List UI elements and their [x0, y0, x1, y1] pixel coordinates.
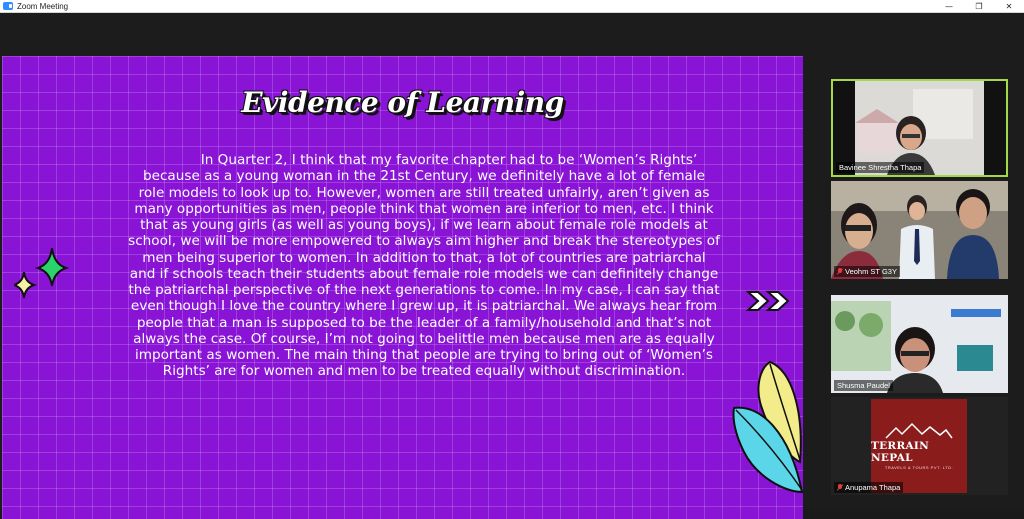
mic-muted-icon — [837, 268, 843, 275]
participant-name: Veohm ST G3Y — [845, 267, 897, 276]
chevron-right-icon — [748, 292, 768, 310]
participant-tile[interactable] — [831, 397, 1008, 495]
mountain-logo-icon — [884, 422, 954, 440]
participant-name-label — [834, 482, 903, 493]
chevron-right-icon — [768, 292, 788, 310]
window-titlebar — [0, 0, 1024, 13]
logo-subtext: TRAVELS & TOURS PVT. LTD. — [884, 465, 954, 470]
chevrons-decoration — [746, 288, 794, 314]
meeting-stage — [0, 13, 1024, 509]
window-title: Zoom Meeting — [17, 1, 69, 11]
profile-logo — [871, 399, 967, 493]
video-feed — [831, 295, 1008, 393]
sparkle-decoration — [14, 248, 72, 308]
window-controls — [934, 0, 1024, 13]
minimize-button[interactable]: — — [945, 2, 953, 11]
green-sparkle-icon — [38, 248, 66, 286]
logo-text: TERRAIN NEPAL — [871, 440, 930, 464]
mic-muted-icon — [837, 484, 843, 491]
restore-button[interactable]: ❐ — [975, 2, 983, 11]
video-feed — [831, 181, 1008, 279]
participant-name: Shusma Paudel — [837, 381, 890, 390]
video-feed — [833, 81, 1006, 175]
participant-name-label — [834, 266, 900, 277]
zoom-app-icon — [3, 2, 13, 10]
participant-name: Anupama Thapa — [845, 483, 901, 492]
participant-name: Bavinee Shrestha Thapa — [839, 163, 922, 172]
leaves-decoration — [730, 352, 803, 519]
participant-name-label — [836, 162, 924, 173]
participant-tile[interactable] — [831, 79, 1008, 177]
slide-body-text: In Quarter 2, I think that my favorite chapter had to be ‘Women’s Rights’ because as a young woman in the 21st Century, we definitely have a lot of female role models to look up to. However, women are still treated unfairly, aren’t given as many opportunities as men, people think that women are inferior to men, etc. I think that as young girls (as well as young boys), if we learn about female role models at school, we will be more empowered to always aim higher and break the stereotypes of men being superior to women. In addition to that, a lot of countries are patriarchal and if schools teach their students about female role models we can definitely change the patriarchal perspective of the next generations to come. In my case, I can say that even though I love the country where I grew up, it is patriarchal. We always hear from people that a man is supposed to be the leader of a family/household and that’s not always the case. Of course, I’m not going to belittle men because men are as equally important as women. The main thing that people are trying to bring out of ‘Women’s Rights’ are for women and men to be treated equally without discrimination. — [128, 152, 720, 380]
slide-title: Evidence of Learning — [241, 86, 564, 119]
participant-tile[interactable] — [831, 181, 1008, 279]
participant-tile[interactable] — [831, 295, 1008, 393]
yellow-sparkle-icon — [14, 272, 34, 298]
participant-name-label — [834, 380, 893, 391]
shared-screen-slide — [2, 56, 803, 519]
close-button[interactable]: ✕ — [1005, 2, 1013, 11]
